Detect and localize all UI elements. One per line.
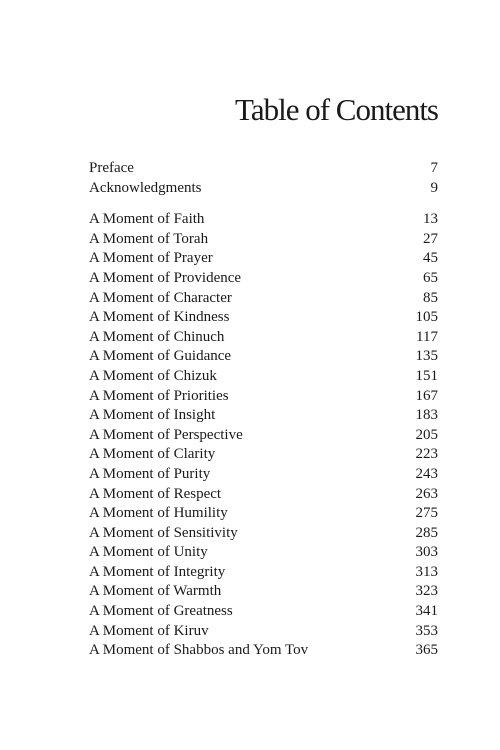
- toc-entry[interactable]: [89, 602, 438, 622]
- toc-entry-label: A Moment of Kiruv: [89, 622, 209, 639]
- toc-entry-page: 285: [415, 524, 438, 541]
- toc-entry-label: A Moment of Shabbos and Yom Tov: [89, 642, 309, 659]
- toc-entry[interactable]: [89, 524, 438, 544]
- toc-entry-page: 13: [423, 211, 438, 228]
- toc-entry[interactable]: [89, 563, 438, 583]
- toc-entry-label: A Moment of Respect: [89, 485, 222, 502]
- toc-entry-label: A Moment of Warmth: [89, 583, 222, 600]
- toc-entry-page: 183: [415, 407, 438, 424]
- toc-entry-page: 275: [415, 505, 438, 522]
- toc-entry-page: 341: [415, 603, 438, 620]
- toc-entry[interactable]: [89, 308, 438, 328]
- toc-list: [89, 159, 438, 661]
- toc-entry-label: A Moment of Purity: [89, 465, 211, 482]
- toc-entry[interactable]: [89, 249, 438, 269]
- toc-entry[interactable]: [89, 504, 438, 524]
- toc-entry-page: 9: [430, 179, 438, 196]
- toc-entry-label: A Moment of Greatness: [89, 603, 233, 620]
- toc-entry-page: 117: [416, 328, 438, 345]
- toc-entry-label: A Moment of Integrity: [89, 563, 226, 580]
- toc-entry-label: A Moment of Unity: [89, 544, 208, 561]
- toc-entry-label: A Moment of Sensitivity: [89, 524, 238, 541]
- toc-entry-page: 27: [423, 230, 438, 247]
- toc-entry-label: A Moment of Torah: [89, 230, 209, 247]
- toc-entry-page: 313: [415, 563, 438, 580]
- page-title: Table of Contents: [235, 92, 438, 127]
- toc-entry-label: A Moment of Chizuk: [89, 367, 217, 384]
- toc-entry-page: 65: [423, 269, 438, 286]
- toc-entry-label: A Moment of Insight: [89, 407, 216, 424]
- toc-entry[interactable]: [89, 230, 438, 250]
- toc-entry-label: A Moment of Guidance: [89, 348, 232, 365]
- toc-entry[interactable]: [89, 622, 438, 642]
- toc-entry-page: 205: [415, 426, 438, 443]
- toc-entry[interactable]: [89, 641, 438, 661]
- toc-entry[interactable]: [89, 328, 438, 348]
- toc-entry-page: 151: [415, 367, 438, 384]
- toc-entry[interactable]: [89, 543, 438, 563]
- group-spacer: [89, 198, 438, 210]
- toc-entry[interactable]: [89, 367, 438, 387]
- toc-entry[interactable]: [89, 269, 438, 289]
- toc-entry-page: 365: [415, 642, 438, 659]
- toc-entry-label: A Moment of Kindness: [89, 309, 230, 326]
- toc-entry-page: 167: [415, 387, 438, 404]
- toc-entry-label: A Moment of Character: [89, 289, 232, 306]
- toc-entry-page: 303: [415, 544, 438, 561]
- chapter-list: [89, 210, 438, 661]
- toc-entry-label: Preface: [89, 160, 134, 176]
- toc-entry-label: A Moment of Priorities: [89, 387, 229, 404]
- toc-entry-page: 243: [415, 465, 438, 482]
- toc-entry[interactable]: [89, 179, 438, 199]
- toc-entry-page: 135: [415, 348, 438, 365]
- toc-entry[interactable]: [89, 387, 438, 407]
- toc-entry-page: 7: [430, 160, 438, 176]
- toc-entry[interactable]: [89, 465, 438, 485]
- toc-entry[interactable]: [89, 426, 438, 446]
- toc-entry-page: 105: [415, 309, 438, 326]
- toc-entry-page: 353: [415, 622, 438, 639]
- toc-entry[interactable]: [89, 159, 438, 179]
- toc-entry[interactable]: [89, 347, 438, 367]
- toc-entry-page: 45: [423, 250, 438, 267]
- toc-entry-label: A Moment of Perspective: [89, 426, 243, 443]
- toc-entry[interactable]: [89, 289, 438, 309]
- toc-entry[interactable]: [89, 406, 438, 426]
- toc-entry-label: A Moment of Clarity: [89, 446, 216, 463]
- toc-entry[interactable]: [89, 485, 438, 505]
- toc-entry-label: A Moment of Humility: [89, 505, 228, 522]
- toc-entry-label: A Moment of Faith: [89, 211, 205, 228]
- toc-entry-label: Acknowledgments: [89, 179, 202, 196]
- toc-entry[interactable]: [89, 582, 438, 602]
- toc-entry[interactable]: [89, 445, 438, 465]
- toc-entry-page: 323: [415, 583, 438, 600]
- toc-entry-label: A Moment of Chinuch: [89, 328, 225, 345]
- front-matter-list: [89, 159, 438, 198]
- toc-entry-page: 263: [415, 485, 438, 502]
- toc-entry[interactable]: [89, 210, 438, 230]
- toc-entry-label: A Moment of Prayer: [89, 250, 213, 267]
- toc-entry-page: 223: [415, 446, 438, 463]
- toc-entry-page: 85: [423, 289, 438, 306]
- toc-entry-label: A Moment of Providence: [89, 269, 242, 286]
